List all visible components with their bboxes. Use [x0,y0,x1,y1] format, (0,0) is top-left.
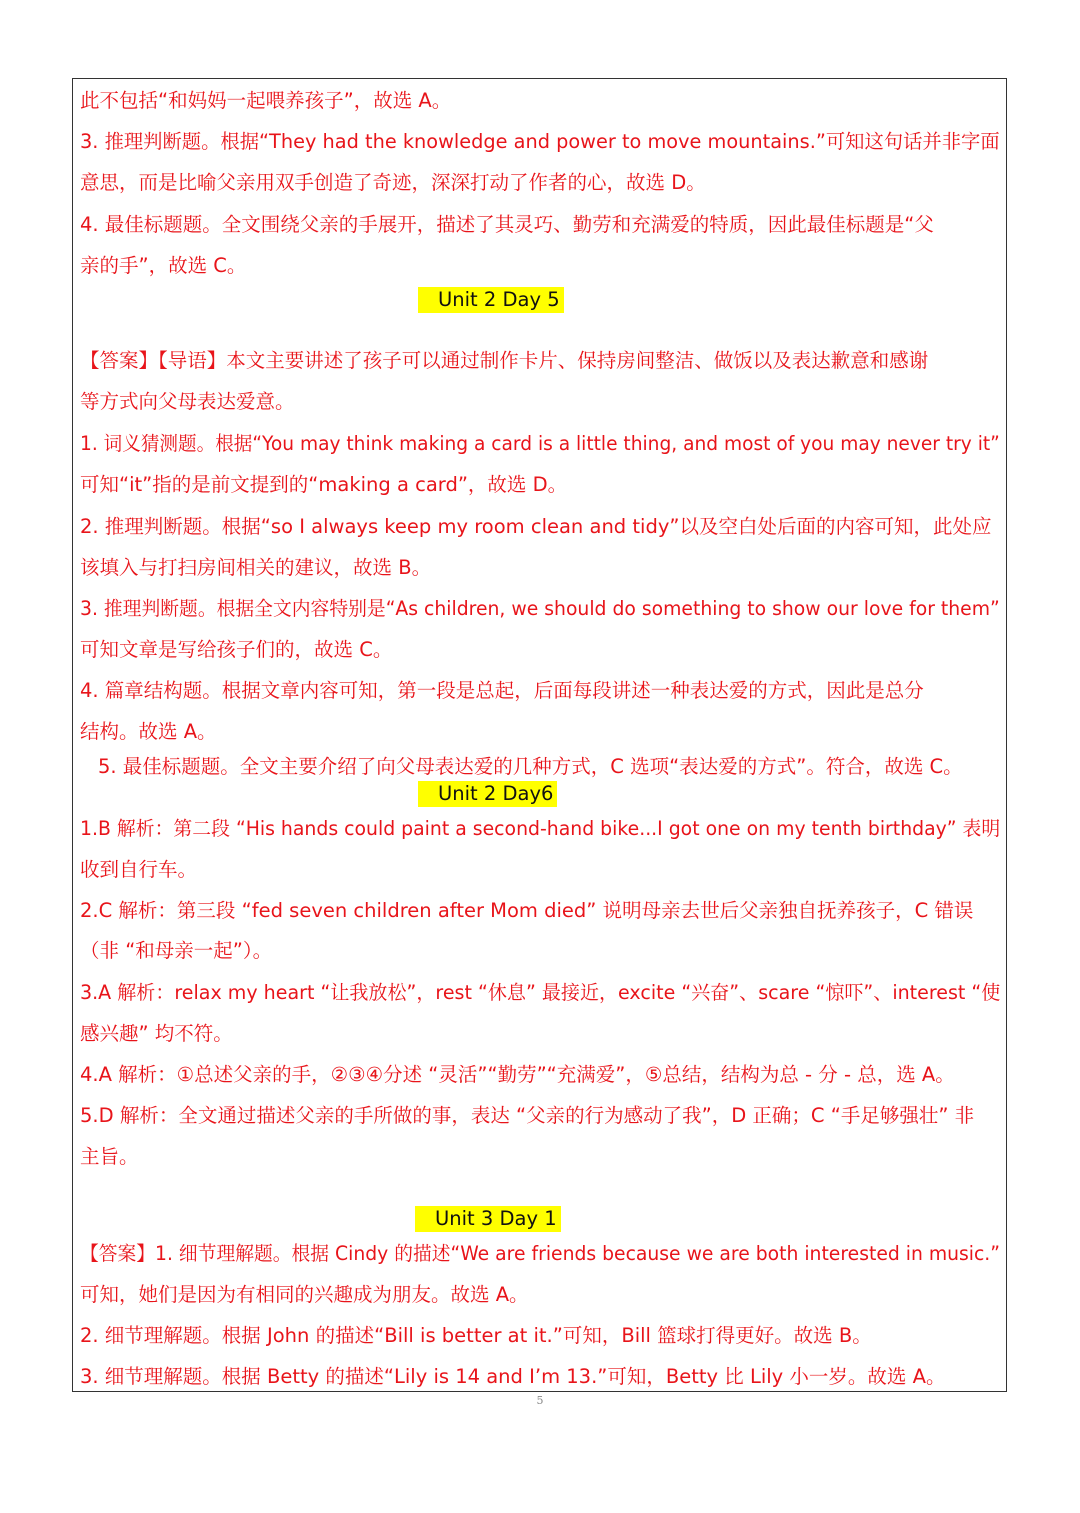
text-line: 收到自行车。 [80,858,198,881]
section-heading: Unit 3 Day 1 [415,1206,561,1232]
text-line: 结构。故选 A。 [80,720,217,743]
section-heading: Unit 2 Day 5 [418,287,564,313]
text-line: 1.B 解析：第二段 “His hands could paint a second-hand bike...I got one on my tenth birthday” 表明 [80,817,1001,840]
text-line: 亲的手”，故选 C。 [80,254,247,277]
text-line: 等方式向父母表达爱意。 [80,390,295,413]
text-line: 2.C 解析：第三段 “fed seven children after Mom died” 说明母亲去世后父亲独自抚养孩子，C 错误 [80,899,974,922]
text-line: 该填入与打扫房间相关的建议，故选 B。 [80,556,432,579]
text-line: 主旨。 [80,1145,139,1168]
text-line: 可知，她们是因为有相同的兴趣成为朋友。故选 A。 [80,1283,529,1306]
text-line: 【答案】1. 细节理解题。根据 Cindy 的描述“We are friends because we are both interested in music.” [80,1242,1001,1265]
text-line: 2. 推理判断题。根据“so I always keep my room clean and tidy”以及空白处后面的内容可知，此处应 [80,515,992,538]
text-line: 5. 最佳标题题。全文主要介绍了向父母表达爱的几种方式，C 选项“表达爱的方式”。符合，故选 C。 [98,755,963,778]
text-line: （非 “和母亲一起”）。 [80,939,273,962]
text-line: 意思，而是比喻父亲用双手创造了奇迹，深深打动了作者的心，故选 D。 [80,171,706,194]
text-line: 【答案】【导语】本文主要讲述了孩子可以通过制作卡片、保持房间整洁、做饭以及表达歉意和感谢 [80,349,929,372]
text-line: 2. 细节理解题。根据 John 的描述“Bill is better at it.”可知，Bill 篮球打得更好。故选 B。 [80,1324,872,1347]
text-line: 可知文章是写给孩子们的，故选 C。 [80,638,393,661]
text-line: 感兴趣” 均不符。 [80,1022,233,1045]
text-line: 3. 推理判断题。根据全文内容特别是“As children, we should do something to show our love for them” [80,597,1000,620]
text-line: 4. 最佳标题题。全文围绕父亲的手展开，描述了其灵巧、勤劳和充满爱的特质，因此最佳标题是“父 [80,213,934,236]
text-line: 可知“it”指的是前文提到的“making a card”，故选 D。 [80,473,568,496]
text-line: 5.D 解析：全文通过描述父亲的手所做的事，表达 “父亲的行为感动了我”，D 正确；C “手足够强壮” 非 [80,1104,975,1127]
text-line: 4. 篇章结构题。根据文章内容可知，第一段是总起，后面每段讲述一种表达爱的方式，因此是总分 [80,679,924,702]
text-line: 3. 推理判断题。根据“They had the knowledge and power to move mountains.”可知这句话并非字面 [80,130,1000,153]
text-line: 此不包括“和妈妈一起喂养孩子”，故选 A。 [80,89,452,112]
page-number: 5 [536,1394,544,1407]
section-heading: Unit 2 Day6 [418,781,557,807]
text-line: 1. 词义猜测题。根据“You may think making a card is a little thing, and most of you may never try it” [80,432,1000,455]
text-line: 3.A 解析：relax my heart “让我放松”，rest “休息” 最接近，excite “兴奋”、scare “惊吓”、interest “使 [80,981,1001,1004]
text-line: 4.A 解析：①总述父亲的手，②③④分述 “灵活”“勤劳”“充满爱”，⑤总结，结构为总 - 分 - 总，选 A。 [80,1063,955,1086]
text-line: 3. 细节理解题。根据 Betty 的描述“Lily is 14 and I’m 13.”可知，Betty 比 Lily 小一岁。故选 A。 [80,1365,946,1388]
